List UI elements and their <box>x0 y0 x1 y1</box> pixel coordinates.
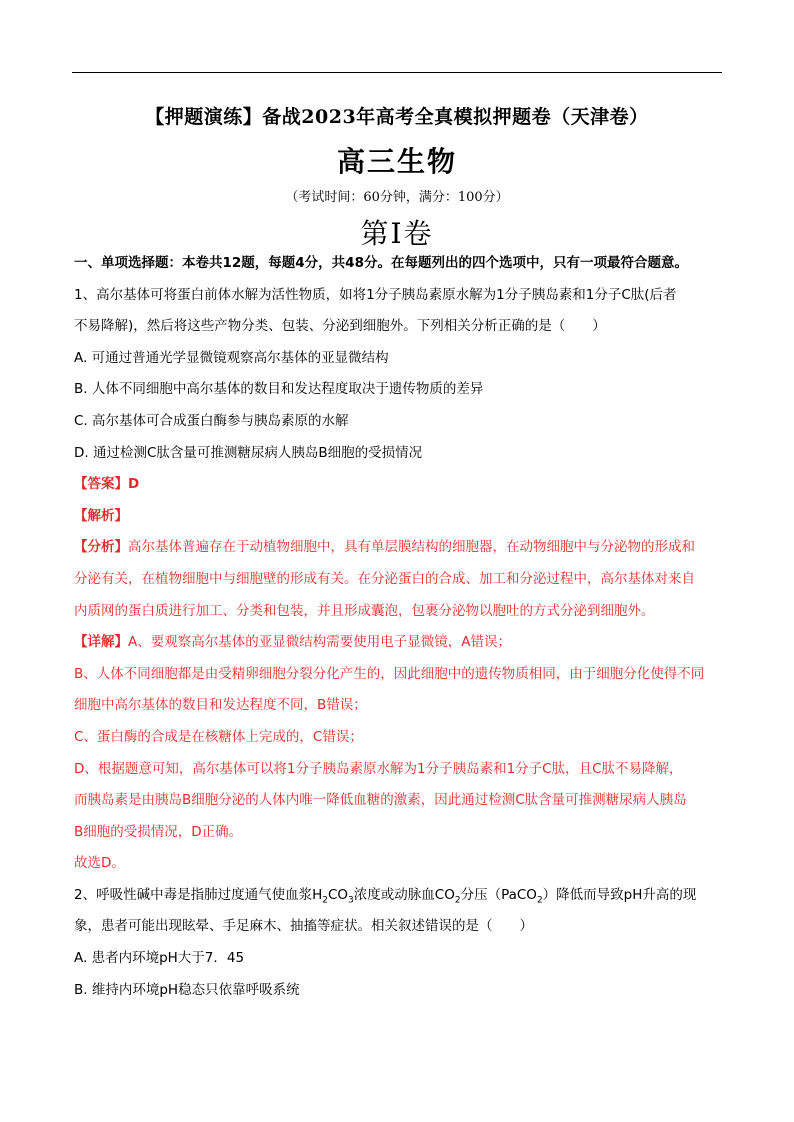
q2-sub2: 3 <box>348 895 354 906</box>
fenxi-label: 【分析】 <box>74 539 128 556</box>
question-content <box>74 253 724 1011</box>
exam-info: （考试时间：60分钟，满分：100分） <box>285 190 509 205</box>
q1-conclusion: 故选D。 <box>74 855 125 872</box>
q1-detail-a <box>74 632 724 664</box>
q1-detail-b2: 细胞中高尔基体的数目和发达程度不同，B错误； <box>74 697 367 714</box>
q1-stem-line1: 1、高尔基体可将蛋白前体水解为活性物质，如将1分子胰岛素原水解为1分子胰岛素和1分子C肽(后者 <box>74 286 677 303</box>
header-rule <box>72 72 722 73</box>
section-heading: 一、单项选择题：本卷共12题，每题4分，共48分。在每题列出的四个选项中，只有一项最符合题意。 <box>74 255 688 271</box>
q2-stem-line2: 象，患者可能出现眩晕、手足麻木、抽搐等症状。相关叙述错误的是（ ） <box>74 918 533 935</box>
q1-option-c: C. 高尔基体可合成蛋白酶参与胰岛素原的水解 <box>74 412 349 429</box>
q1-fenxi-line3: 内质网的蛋白质进行加工、分类和包装，并且形成囊泡，包裹分泌物以胞吐的方式分泌到细胞外。 <box>74 602 655 619</box>
q2-stem-part2: 浓度或动脉血CO <box>353 886 455 903</box>
q1-detail-d3: B细胞的受损情况，D正确。 <box>74 823 243 840</box>
q2-sub3: 2 <box>454 895 461 906</box>
detail-a-text: A、要观察高尔基体的亚显微结构需要使用电子显微镜，A错误； <box>128 634 511 651</box>
answer-label: 【答案】 <box>74 476 128 493</box>
q1-detail-d1: D、根据题意可知，高尔基体可以将1分子胰岛素原水解为1分子胰岛素和1分子C肽，且C肽不易降解， <box>74 760 683 777</box>
q2-stem-line1 <box>74 885 724 917</box>
q2-sub4: 2 <box>536 895 543 906</box>
q2-stem-part3: 分压（PaCO <box>460 886 537 903</box>
q1-analysis-label: 【解析】 <box>74 507 128 524</box>
q2-co: CO <box>327 886 349 903</box>
q1-option-a: A. 可通过普通光学显微镜观察高尔基体的亚显微结构 <box>74 349 389 366</box>
q1-detail-c: C、蛋白酶的合成是在核糖体上完成的，C错误； <box>74 728 363 745</box>
q2-option-b: B. 维持内环境pH稳态只依靠呼吸系统 <box>74 981 300 998</box>
q1-fenxi-line2: 分泌有关，在植物细胞中与细胞壁的形成有关。在分泌蛋白的合成、加工和分泌过程中，高尔基体对来自 <box>74 570 695 587</box>
q1-detail-d2: 而胰岛素是由胰岛B细胞分泌的人体内唯一降低血糖的激素，因此通过检测C肽含量可推测糖尿病人胰岛 <box>74 792 687 809</box>
q1-answer <box>74 474 724 506</box>
q1-option-b: B. 人体不同细胞中高尔基体的数目和发达程度取决于遗传物质的差异 <box>74 381 484 398</box>
q1-fenxi-line1 <box>74 537 724 569</box>
subject-title: 高三生物 <box>336 145 457 178</box>
xiangjie-label: 【详解】 <box>74 634 128 651</box>
q2-sub1: 2 <box>322 895 328 906</box>
q1-stem-line2: 不易降解)，然后将这些产物分类、包装、分泌到细胞外。下列相关分析正确的是（ ） <box>74 318 606 335</box>
q2-stem-part4: ）降低而导致pH升高的现 <box>542 886 697 903</box>
q1-detail-b1: B、人体不同细胞都是由受精卵细胞分裂分化产生的，因此细胞中的遗传物质相同，由于细胞分化使得不同 <box>74 665 705 682</box>
page-title: 【押题演练】备战2023年高考全真模拟押题卷（天津卷） <box>145 106 649 128</box>
volume-title: 第I卷 <box>360 217 434 250</box>
q2-stem-part1: 2、呼吸性碱中毒是指肺过度通气使血浆H <box>74 886 323 903</box>
answer-value: D <box>128 476 140 493</box>
q2-option-a: A. 患者内环境pH大于7．45 <box>74 950 245 967</box>
q1-option-d: D. 通过检测C肽含量可推测糖尿病人胰岛B细胞的受损情况 <box>74 444 423 461</box>
fenxi-text1: 高尔基体普遍存在于动植物细胞中，具有单层膜结构的细胞器，在动物细胞中与分泌物的形成和 <box>128 539 695 556</box>
